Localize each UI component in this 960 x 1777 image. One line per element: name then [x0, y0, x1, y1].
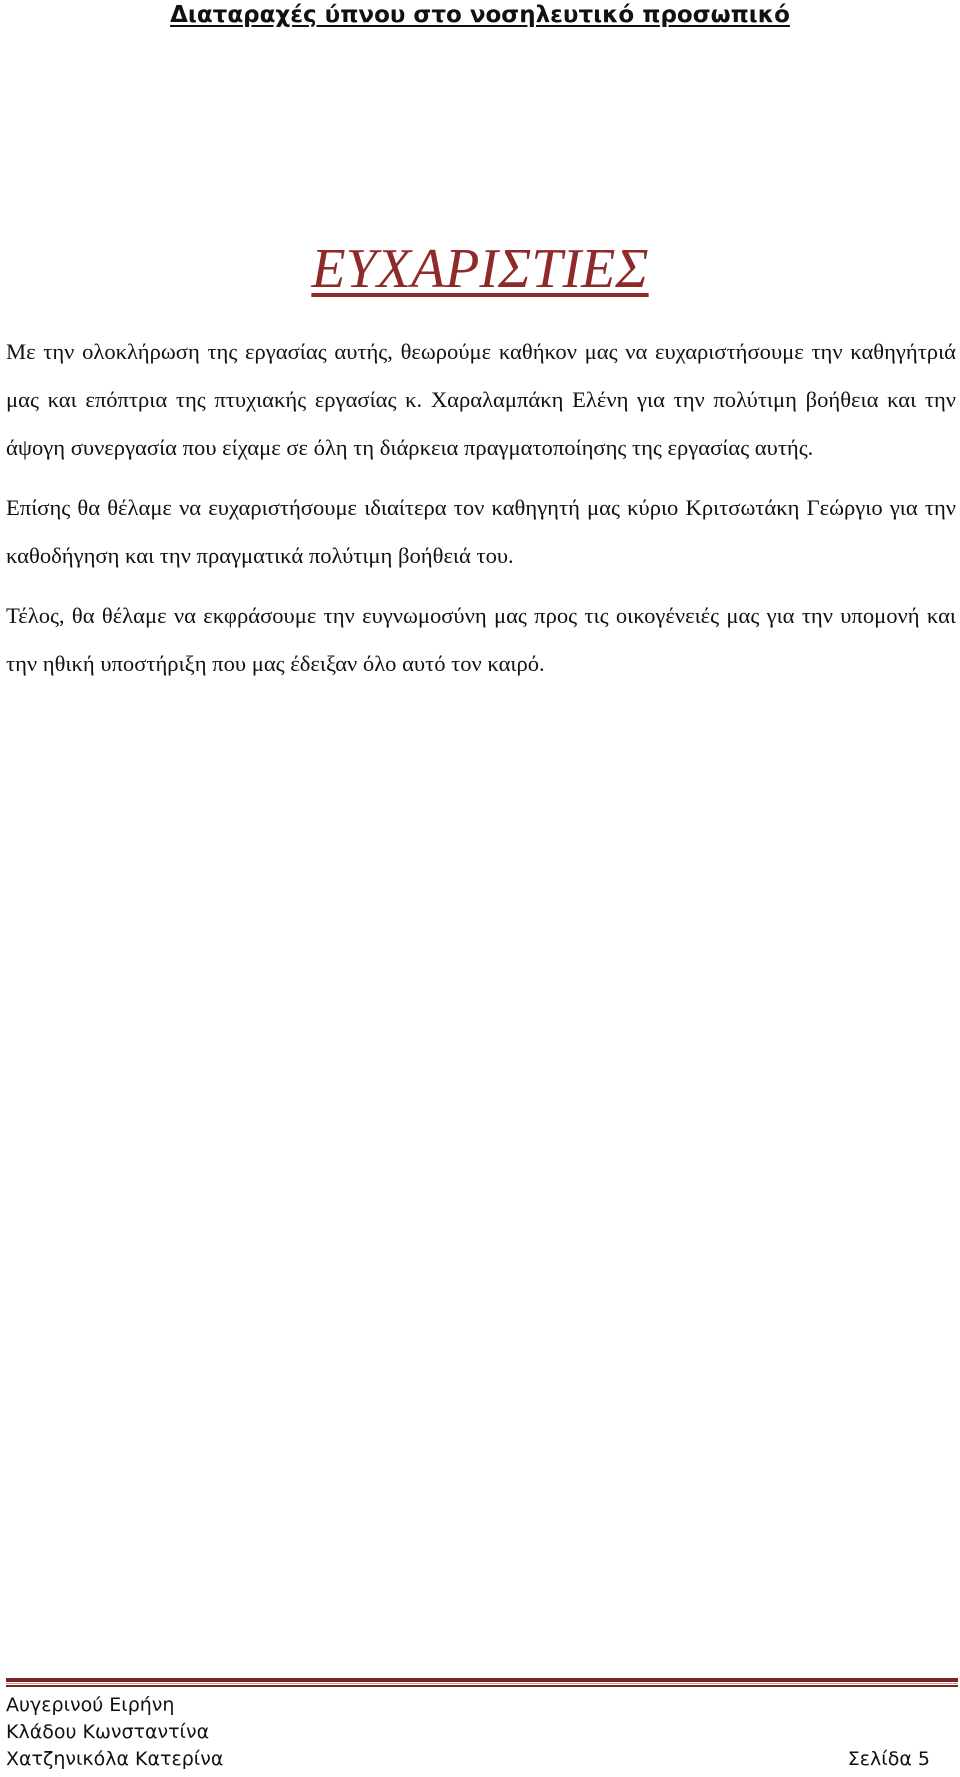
footer-author: Χατζηνικόλα Κατερίνα — [6, 1748, 224, 1770]
footer-author: Αυγερινού Ειρήνη — [6, 1694, 175, 1716]
footer-authors — [6, 1692, 223, 1773]
footer-divider — [6, 1678, 958, 1687]
paragraph-3: Τέλος, θα θέλαμε να εκφράσουμε την ευγνωμοσύνη μας προς τις οικογένειές μας για την υπομονή και την ηθική υποστήριξη που μας έδειξαν όλο αυτό τον καιρό. — [6, 603, 956, 676]
paragraph-1: Με την ολοκλήρωση της εργασίας αυτής, θεωρούμε καθήκον μας να ευχαριστήσουμε την καθηγήτριά μας και επόπτρια της πτυχιακής εργασίας κ. Χαραλαμπάκη Ελένη για την πολύτιμη βοήθεια και την άψογη συνεργασία που είχαμε σε όλη τη διάρκεια πραγματοποίησης της εργασίας αυτής. — [6, 339, 956, 460]
running-header-title: Διαταραχές ύπνου στο νοσηλευτικό προσωπικό — [170, 2, 790, 28]
footer-author: Κλάδου Κωνσταντίνα — [6, 1721, 210, 1743]
section-heading: ΕΥΧΑΡΙΣΤΙΕΣ — [311, 238, 649, 300]
acknowledgements-body — [6, 328, 956, 700]
paragraph-2: Επίσης θα θέλαμε να ευχαριστήσουμε ιδιαίτερα τον καθηγητή μας κύριο Κριτσωτάκη Γεώργιο για την καθοδήγηση και την πραγματικά πολύτιμη βοήθειά του. — [6, 495, 956, 568]
page-number: Σελίδα 5 — [847, 1748, 930, 1770]
